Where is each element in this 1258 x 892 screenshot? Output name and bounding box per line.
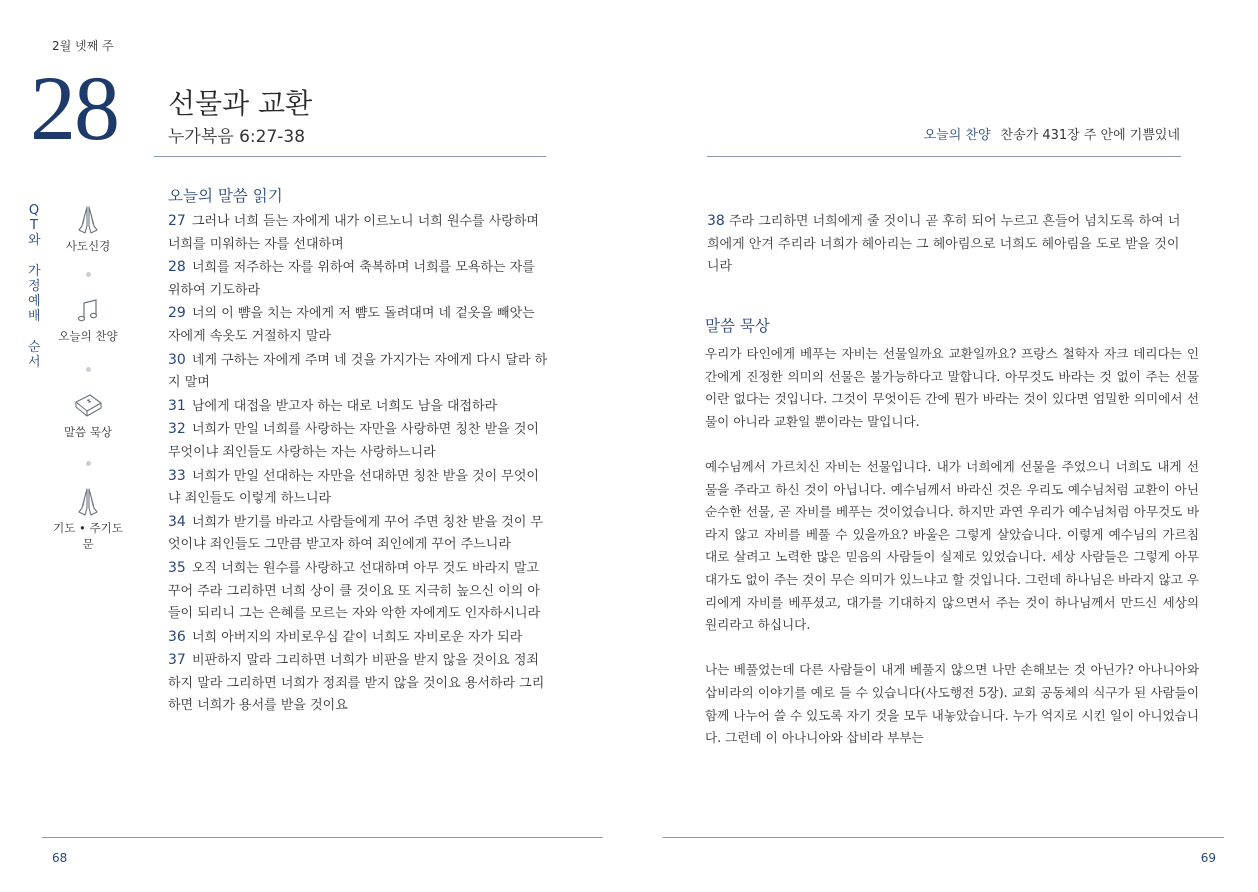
verse-number: 33 bbox=[168, 467, 186, 484]
verse-list bbox=[168, 210, 548, 718]
page-title: 선물과 교환 bbox=[168, 87, 313, 120]
verse-text: 주라 그리하면 너희에게 줄 것이니 곧 후히 되어 누르고 흔들어 넘치도록 하여 너희에게 안겨 주리라 너희가 헤아리는 그 헤아림으로 너희도 헤아림을 도로 받을 것이니라 bbox=[707, 214, 1181, 275]
verse bbox=[168, 349, 548, 395]
verse-text: 그러나 너희 듣는 자에게 내가 이르노니 너희 원수를 사랑하며 너희를 미워하는 자를 선대하며 bbox=[168, 214, 539, 252]
vchar: 배 bbox=[28, 309, 41, 325]
verse-text: 비판하지 말라 그리하면 너희가 비판을 받지 않을 것이요 정죄하지 말라 그리하면 너희가 정죄를 받지 않을 것이요 용서하라 그리하면 너희가 용서를 받을 것이요 bbox=[168, 653, 545, 714]
verse-text: 너희가 받기를 바라고 사람들에게 꾸어 주면 칭찬 받을 것이 무엇이냐 죄인들도 그만큼 받고자 하여 죄인에게 꾸어 주느니라 bbox=[168, 514, 544, 553]
day-number: 28 bbox=[30, 57, 118, 159]
verse-number: 37 bbox=[168, 652, 186, 669]
verse bbox=[168, 626, 548, 650]
praying-hands-icon bbox=[73, 204, 103, 236]
scripture-reference: 누가복음 6:27-38 bbox=[168, 127, 306, 147]
sidebar-vertical-title bbox=[28, 203, 40, 370]
vchar: 예 bbox=[28, 294, 41, 310]
page-number-left: 68 bbox=[52, 851, 68, 865]
reading-heading: 오늘의 말씀 읽기 bbox=[168, 187, 283, 205]
verse bbox=[168, 395, 548, 419]
sidebar-item-label: 기도 • 주기도문 bbox=[53, 521, 123, 551]
meditation-paragraph: 예수님께서 가르치신 자비는 선물입니다. 내가 너희에게 선물을 주었으니 너희도 내게 선물을 주라고 하신 것이 아닙니다. 예수님께서 바라신 것은 우리도 예수님처럼 교환이 아닌 순수한 선물, 곧 자비를 베푸는 것이었습니다. 하지만 과연 우리가 예수님처럼 아무것도 바라지 않고 자비를 베풀 수 있을까요? 바울은 그렇게 살았습니다. 이렇게 예수님의 가르침 대로 살려고 노력한 많은 믿음의 사람들이 실제로 있었습니다. 세상 사람들은 그렇게 아무 대가도 없이 주는 것이 무슨 의미가 있느냐고 할 것입니다. 그런데 하나님은 바라지 않고 우리에게 자비를 베푸셨고, 대가를 기대하지 않으면서 주는 것이 하나님께서 만드신 세상의 원리라고 하십니다. bbox=[705, 458, 1200, 633]
vchar: 서 bbox=[28, 355, 41, 371]
verse-text: 너희가 만일 선대하는 자만을 선대하면 칭찬 받을 것이 무엇이냐 죄인들도 이렇게 하느니라 bbox=[168, 468, 539, 507]
verse bbox=[168, 649, 548, 718]
verse-text: 너희를 저주하는 자를 위하여 축복하며 너희를 모욕하는 자를 위하여 기도하라 bbox=[168, 260, 535, 298]
week-label: 2월 넷째 주 bbox=[52, 39, 114, 53]
verse-text: 네게 구하는 자에게 주며 네 것을 가지가는 자에게 다시 달라 하지 말며 bbox=[168, 352, 548, 391]
bible-icon bbox=[72, 390, 104, 422]
continued-verse bbox=[707, 210, 1183, 279]
verse-number: 34 bbox=[168, 513, 186, 530]
verse-text: 남에게 대접을 받고자 하는 대로 너희도 남을 대접하라 bbox=[191, 398, 498, 414]
vchar-gap bbox=[28, 325, 40, 340]
header-rule-right bbox=[707, 156, 1181, 157]
vchar-gap bbox=[28, 249, 40, 264]
vchar: Q bbox=[28, 203, 40, 218]
sidebar-item-meditation bbox=[48, 390, 128, 440]
verse-number: 35 bbox=[168, 559, 186, 576]
praying-hands-icon bbox=[73, 486, 103, 518]
verse-text: 너의 이 뺨을 치는 자에게 저 뺨도 돌려대며 네 겉옷을 빼앗는 자에게 속옷도 거절하지 말라 bbox=[168, 306, 535, 344]
sidebar-item-label: 사도신경 bbox=[65, 239, 111, 253]
verse-text: 너희 아버지의 자비로우심 같이 너희도 자비로운 자가 되라 bbox=[191, 629, 523, 645]
verse-text: 너희가 만일 너희를 사랑하는 자만을 사랑하면 칭찬 받을 것이 무엇이냐 죄인들도 사랑하는 자는 사랑하느니라 bbox=[168, 422, 539, 460]
sidebar-item-apostles-creed bbox=[48, 204, 128, 254]
verse bbox=[168, 557, 548, 626]
verse bbox=[168, 511, 548, 557]
verse bbox=[168, 256, 548, 302]
verse bbox=[168, 210, 548, 256]
verse bbox=[168, 418, 548, 464]
verse-text: 오직 너희는 원수를 사랑하고 선대하며 아무 것도 바라지 말고 꾸어 주라 그리하면 너희 상이 클 것이요 또 지극히 높으신 이의 아들이 되리니 그는 은혜를 모르는 자와 악한 자에게도 인자하시니라 bbox=[168, 560, 541, 622]
verse-number: 29 bbox=[168, 305, 186, 322]
meditation-paragraph: 나는 베풀었는데 다른 사람들이 내게 베풀지 않으면 나만 손해보는 것 아닌가? 아나니아와 삽비라의 이야기를 예로 들 수 있습니다(사도행전 5장). 교회 공동체의 식구가 된 사람들이 함께 나누어 쓸 수 있도록 자기 것을 모두 내놓았습니다. 누가 억지로 시킨 일이 아니었습니다. 그런데 이 아나니아와 삽비라 부부는 bbox=[705, 662, 1200, 746]
header-rule-left bbox=[154, 156, 546, 157]
verse-number: 31 bbox=[168, 397, 186, 414]
hymn-label: 오늘의 찬양 bbox=[923, 128, 991, 143]
footer-rule-right bbox=[663, 837, 1224, 838]
sidebar-dot bbox=[86, 461, 91, 466]
sidebar-item-prayer bbox=[48, 486, 128, 552]
vchar: 순 bbox=[28, 339, 41, 355]
hymn-text: 찬송가 431장 주 안에 기쁨있네 bbox=[1000, 128, 1180, 143]
verse-number: 32 bbox=[168, 421, 186, 438]
verse-number: 30 bbox=[168, 351, 186, 368]
sidebar-item-label: 말씀 묵상 bbox=[63, 425, 113, 439]
music-note-icon bbox=[74, 296, 102, 326]
vchar: 가 bbox=[28, 263, 41, 279]
verse bbox=[168, 465, 548, 511]
sidebar-dot bbox=[86, 367, 91, 372]
verse bbox=[168, 302, 548, 348]
verse-number: 38 bbox=[707, 213, 725, 229]
verse-number: 27 bbox=[168, 213, 186, 229]
footer-rule-left bbox=[42, 837, 603, 838]
hymn-line bbox=[924, 124, 1180, 143]
sidebar-item-label: 오늘의 찬양 bbox=[58, 329, 118, 343]
vchar: T bbox=[30, 218, 38, 234]
verse-number: 36 bbox=[168, 628, 186, 645]
vchar: 와 bbox=[28, 233, 41, 249]
vchar: 정 bbox=[28, 279, 41, 295]
meditation-paragraph: 우리가 타인에게 베푸는 자비는 선물일까요 교환일까요? 프랑스 철학자 자크 데리다는 인간에게 진정한 의미의 선물은 불가능하다고 말합니다. 아무것도 바라는 것 없이 주는 선물이란 없다는 것입니다. 그것이 무엇이든 간에 뭔가 바라는 것이 있다면 엄밀한 의미에서 선물이 아니라 교환일 뿐이라는 말입니다. bbox=[705, 346, 1199, 429]
meditation-body bbox=[705, 343, 1199, 772]
sidebar-dot bbox=[86, 272, 91, 277]
meditation-heading: 말씀 묵상 bbox=[705, 317, 770, 335]
sidebar-item-hymn bbox=[48, 296, 128, 344]
page-number-right: 69 bbox=[1200, 851, 1216, 865]
verse-number: 28 bbox=[168, 259, 186, 276]
